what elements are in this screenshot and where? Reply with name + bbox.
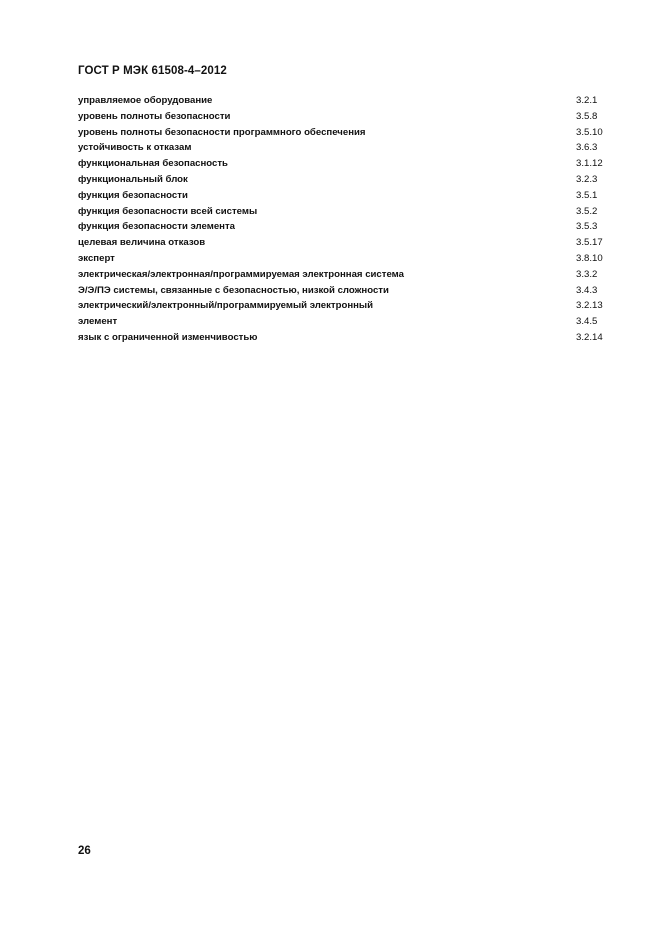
- index-row: [78, 314, 600, 330]
- index-ref: 3.2.13: [576, 300, 603, 312]
- index-ref: 3.1.12: [576, 158, 603, 170]
- index-row: [78, 330, 603, 346]
- page-number: 26: [78, 845, 91, 857]
- index-row: [78, 172, 600, 188]
- index-ref: 3.8.10: [576, 252, 603, 264]
- index-ref: 3.5.3: [576, 221, 598, 233]
- index-row: [78, 251, 603, 267]
- index-term: функция безопасности элемента: [78, 221, 235, 233]
- index-row: [78, 204, 600, 220]
- index-term: устойчивость к отказам: [78, 142, 192, 154]
- index-ref: 3.2.14: [576, 331, 603, 343]
- index-row: [78, 188, 600, 204]
- index-row: [78, 283, 600, 299]
- index-row: [78, 125, 603, 141]
- index-ref: 3.4.3: [576, 284, 598, 296]
- index-row: [78, 298, 603, 314]
- index-term: элемент: [78, 316, 118, 328]
- index-row: [78, 109, 600, 125]
- index-term: уровень полноты безопасности: [78, 110, 231, 122]
- index-term: управляемое оборудование: [78, 95, 213, 106]
- index-term: электрическая/электронная/программируемая электронная система: [78, 268, 404, 280]
- index-ref: 3.5.10: [576, 126, 603, 138]
- index-term: электрический/электронный/программируемый электронный: [78, 300, 373, 312]
- index-row: [78, 140, 600, 156]
- index-row: [78, 156, 603, 172]
- index-ref: 3.5.1: [576, 189, 598, 201]
- page-title: ГОСТ Р МЭК 61508-4–2012: [78, 65, 227, 77]
- index-term: функция безопасности всей системы: [78, 205, 258, 217]
- index-term: функция безопасности: [78, 189, 188, 201]
- index-ref: 3.6.3: [576, 142, 598, 154]
- index-row: [78, 93, 600, 109]
- index-term: уровень полноты безопасности программного обеспечения: [78, 126, 366, 138]
- index-ref: 3.2.3: [576, 173, 598, 185]
- index-term: эксперт: [78, 252, 115, 264]
- index-ref: 3.4.5: [576, 316, 598, 328]
- index-ref: 3.2.1: [576, 95, 598, 106]
- index-row: [78, 219, 600, 235]
- index-term: язык с ограниченной изменчивостью: [78, 331, 258, 343]
- index-row: [78, 267, 600, 283]
- index-ref: 3.3.2: [576, 268, 598, 280]
- index-term: функциональная безопасность: [78, 158, 228, 170]
- index-row: [78, 235, 603, 251]
- index-term: Э/Э/ПЭ системы, связанные с безопасностью, низкой сложности: [78, 284, 389, 296]
- index-ref: 3.5.2: [576, 205, 598, 217]
- index-ref: 3.5.8: [576, 110, 598, 122]
- term-index-list: [78, 93, 603, 346]
- index-term: целевая величина отказов: [78, 237, 206, 249]
- index-ref: 3.5.17: [576, 237, 603, 249]
- index-term: функциональный блок: [78, 173, 188, 185]
